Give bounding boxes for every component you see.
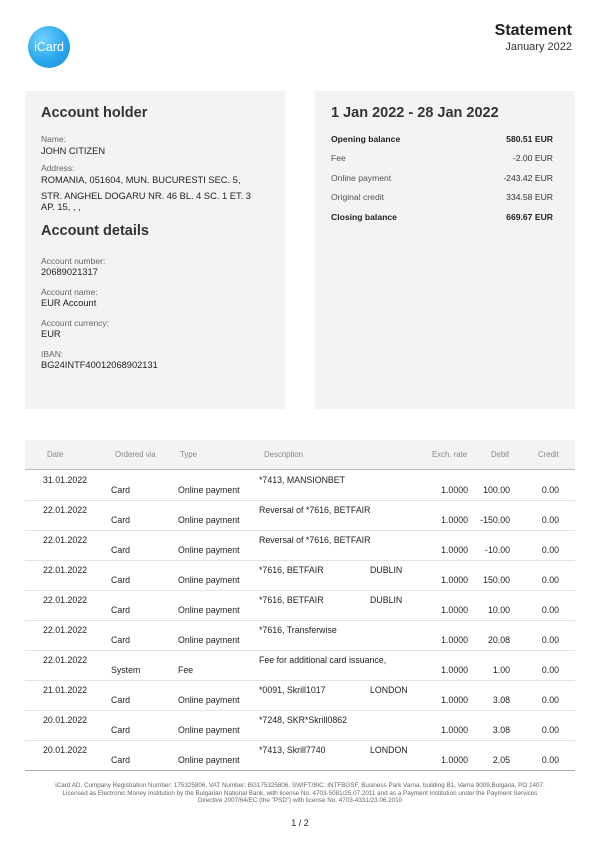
balance-summary-panel <box>315 91 575 409</box>
statement-period: January 2022 <box>505 41 572 53</box>
col-ordered-via: Ordered via <box>115 450 156 459</box>
table-row <box>25 650 575 681</box>
row-via: Card <box>111 695 131 705</box>
row-description: *7413, MANSIONBET <box>259 475 346 485</box>
row-debit: 10.00 <box>487 605 510 615</box>
row-exch-rate: 1.0000 <box>441 545 468 555</box>
row-description: *7616, Transferwise <box>259 625 337 635</box>
account-number: 20689021317 <box>41 267 98 277</box>
row-date: 22.01.2022 <box>43 595 88 605</box>
row-exch-rate: 1.0000 <box>441 485 468 495</box>
row-type: Online payment <box>178 695 240 705</box>
footer-line: iCard AD, Company Registration Number: 175325806, VAT Number: BG175325806, SWIFT/BIC: INTFBGSF, Business Park Varna, building B1, Varna 9009,Bulgaria, PO 1407. <box>55 782 545 789</box>
holder-name: JOHN CITIZEN <box>41 146 106 156</box>
address-line-1: ROMANIA, 051604, MUN. BUCURESTI SEC. 5, <box>41 175 241 185</box>
row-via: Card <box>111 755 131 765</box>
row-debit: 3.08 <box>492 695 510 705</box>
footer-line: Directive 2007/64/EC (the "PSD") with license No. 4703-4331/23.06.2010 <box>197 797 403 805</box>
row-via: System <box>111 665 141 675</box>
row-credit: 0.00 <box>541 635 559 645</box>
summary-amount: -2.00 EUR <box>512 153 553 163</box>
row-city: DUBLIN <box>370 595 403 605</box>
row-via: Card <box>111 725 131 735</box>
row-credit: 0.00 <box>541 755 559 765</box>
row-description: *7413, Skrill7740 <box>259 745 326 755</box>
col-date: Date <box>47 450 64 459</box>
summary-amount: -243.42 EUR <box>503 173 553 183</box>
row-credit: 0.00 <box>541 695 559 705</box>
row-exch-rate: 1.0000 <box>441 665 468 675</box>
summary-amount: 669.67 EUR <box>506 212 553 222</box>
col-type: Type <box>180 450 197 459</box>
row-debit: 1.00 <box>492 665 510 675</box>
row-date: 22.01.2022 <box>43 535 88 545</box>
row-debit: 20.08 <box>487 635 510 645</box>
page-number: 1 / 2 <box>291 818 309 828</box>
row-debit: -10.00 <box>485 545 510 555</box>
summary-row <box>331 173 553 183</box>
row-date: 21.01.2022 <box>43 685 88 695</box>
row-exch-rate: 1.0000 <box>441 575 468 585</box>
row-date: 31.01.2022 <box>43 475 88 485</box>
row-description: *7616, BETFAIR <box>259 565 324 575</box>
summary-amount: 580.51 EUR <box>506 134 553 144</box>
summary-row <box>331 192 553 202</box>
table-row <box>25 590 575 621</box>
iban-label: IBAN: <box>41 349 64 359</box>
row-description: *7248, SKR*Skrill0862 <box>259 715 348 725</box>
row-description: Reversal of *7616, BETFAIR <box>259 535 371 545</box>
row-credit: 0.00 <box>541 605 559 615</box>
account-holder-heading: Account holder <box>41 105 148 121</box>
account-details-heading: Account details <box>41 223 149 239</box>
table-row <box>25 500 575 531</box>
row-type: Online payment <box>178 575 240 585</box>
account-name-label: Account name: <box>41 287 98 297</box>
row-exch-rate: 1.0000 <box>441 695 468 705</box>
col-debit: Debit <box>491 450 510 459</box>
row-credit: 0.00 <box>541 725 559 735</box>
table-row <box>25 710 575 741</box>
row-type: Online payment <box>178 635 240 645</box>
row-description: Reversal of *7616, BETFAIR <box>259 505 371 515</box>
row-via: Card <box>111 515 131 525</box>
icard-logo <box>28 26 70 68</box>
row-via: Card <box>111 575 131 585</box>
address-line-2: STR. ANGHEL DOGARU NR. 46 BL. 4 SC. 1 ET. 3 <box>41 191 251 201</box>
statement-title: Statement <box>494 22 572 39</box>
name-label: Name: <box>41 134 67 144</box>
row-exch-rate: 1.0000 <box>441 635 468 645</box>
row-type: Online payment <box>178 515 240 525</box>
summary-amount: 334.58 EUR <box>506 192 553 202</box>
logo-text: iCard <box>34 40 64 54</box>
row-description: *0091, Skrill1017 <box>259 685 326 695</box>
row-city: LONDON <box>370 745 408 755</box>
row-credit: 0.00 <box>541 485 559 495</box>
table-row <box>25 560 575 591</box>
summary-row <box>331 134 553 144</box>
row-date: 22.01.2022 <box>43 625 88 635</box>
summary-label: Closing balance <box>331 212 397 222</box>
row-credit: 0.00 <box>541 665 559 675</box>
summary-label: Online payment <box>331 173 392 183</box>
footer-line: Licensed as Electronic Money Institution by the Bulgarian National Bank, with license No. 4703-5081/25.07.2011 and as a Payment Institution under the Payment Services <box>62 789 538 797</box>
row-via: Card <box>111 605 131 615</box>
col-exch-rate: Exch. rate <box>432 450 468 459</box>
row-credit: 0.00 <box>541 545 559 555</box>
row-via: Card <box>111 485 131 495</box>
account-name: EUR Account <box>41 298 97 308</box>
row-type: Fee <box>178 665 194 675</box>
summary-row <box>331 212 553 222</box>
address-line-3: AP. 15, , , <box>41 202 81 212</box>
table-row <box>25 620 575 651</box>
col-credit: Credit <box>538 450 559 459</box>
row-debit: 3.08 <box>492 725 510 735</box>
account-currency: EUR <box>41 329 61 339</box>
legal-footer <box>30 782 570 805</box>
summary-label: Fee <box>331 153 346 163</box>
row-description: *7616, BETFAIR <box>259 595 324 605</box>
summary-row <box>331 153 553 163</box>
row-date: 20.01.2022 <box>43 715 88 725</box>
col-description: Description <box>264 450 303 459</box>
row-debit: 2.05 <box>492 755 510 765</box>
row-debit: -150.00 <box>480 515 510 525</box>
row-city: DUBLIN <box>370 565 403 575</box>
row-date: 20.01.2022 <box>43 745 88 755</box>
row-debit: 150.00 <box>483 575 510 585</box>
iban-value: BG24INTF40012068902131 <box>41 360 158 370</box>
row-credit: 0.00 <box>541 575 559 585</box>
account-currency-label: Account currency: <box>41 318 110 328</box>
row-date: 22.01.2022 <box>43 565 88 575</box>
row-date: 22.01.2022 <box>43 655 88 665</box>
row-credit: 0.00 <box>541 515 559 525</box>
table-row <box>25 530 575 561</box>
table-row <box>25 680 575 711</box>
row-exch-rate: 1.0000 <box>441 515 468 525</box>
table-row <box>25 740 575 771</box>
row-type: Online payment <box>178 755 240 765</box>
transactions-table-header <box>25 440 575 470</box>
summary-label: Original credit <box>331 192 385 202</box>
row-type: Online payment <box>178 605 240 615</box>
account-info-panel <box>25 91 285 409</box>
row-via: Card <box>111 545 131 555</box>
address-label: Address: <box>41 163 75 173</box>
row-type: Online payment <box>178 485 240 495</box>
row-type: Online payment <box>178 545 240 555</box>
row-exch-rate: 1.0000 <box>441 755 468 765</box>
table-row <box>25 470 575 501</box>
row-via: Card <box>111 635 131 645</box>
row-description: Fee for additional card issuance, <box>259 655 387 665</box>
row-city: LONDON <box>370 685 408 695</box>
row-date: 22.01.2022 <box>43 505 88 515</box>
account-number-label: Account number: <box>41 256 106 266</box>
summary-period-heading: 1 Jan 2022 - 28 Jan 2022 <box>331 105 499 121</box>
row-exch-rate: 1.0000 <box>441 605 468 615</box>
row-type: Online payment <box>178 725 240 735</box>
summary-label: Opening balance <box>331 134 401 144</box>
row-debit: 100.00 <box>483 485 510 495</box>
row-exch-rate: 1.0000 <box>441 725 468 735</box>
